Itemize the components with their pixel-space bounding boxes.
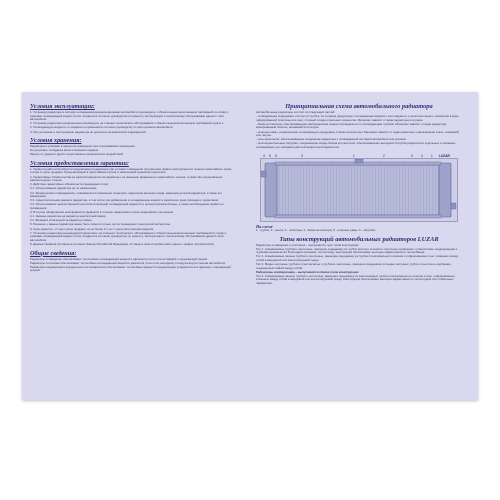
storage-heading: Условия хранения: — [30, 137, 82, 145]
paragraph: - узлы крепления, обеспечивающие соединение радиатора с охлаждающей системой автомобиля или кузовом. — [256, 137, 407, 142]
paragraph: Автомобильные радиаторы состоят из следующих частей: — [256, 110, 335, 114]
paragraph: Тип 4. Алюминиевые паяные трубчато-ленточные, имеющие сердцевину из многоходовых трубок плоскоовального сечения и лент гофрированных, спаянных между собой в вакуумной или контролируемой среде. Конструкция обеспечивает высокую эффективность теплоотдачи при стабильных параметрах. — [256, 273, 456, 286]
paragraph: Радиаторы в упаковке в закрытом помещении при отапливаемом помещении. — [30, 144, 136, 149]
types-section — [256, 236, 462, 286]
callout-label: 2 — [383, 154, 385, 159]
callout-label: 1 — [431, 154, 433, 159]
operation-heading: Условия эксплуатации: — [30, 103, 95, 110]
callout-label: 4 — [421, 154, 423, 159]
radiator-diagram — [260, 154, 458, 222]
paragraph: Радиаторы отопления обеспечивают теплообмен охлаждающей жидкости двигателя (тосол или антифриз) и воздуха внутри салона автомобиля. — [30, 260, 226, 265]
paragraph: 3.4. Использовании некачественной (несоответствующей) охлаждающей жидкости и неподготовленной воды, а также несоблюдении правил ее применения; — [30, 202, 224, 210]
paragraph: Тип 3. Медно-латунные трубчато-пластинчатые и трубчато-ленточные, имеющие сердцевину из медно-латунных трубок и ленточное оребрение, соединенных пайкой между собой. — [256, 262, 452, 270]
paragraph: Тип 1. Алюминиевые трубчато-ленточные, имеющие сердцевину из трубок круглого сечения и ленточное оребрение с отверстиями, соединенными с трубками механически. Благодаря хорошему теплоотводу, конструкция обеспечивает высокую эффективность теплообмена. — [256, 246, 458, 255]
general-section — [30, 250, 236, 273]
paragraph: Радиаторы охлаждения обеспечивают теплообмен охлаждающей жидкости двигателя (тосол или антифриз) с окружающей средой. — [30, 256, 208, 261]
callout-label: 3 — [301, 154, 303, 159]
paragraph: 4.1. Замены радиатора на радиатор аналогичной марки; — [30, 214, 107, 219]
warranty-section — [30, 160, 236, 247]
paragraph: 3.1. Использовании радиатора не по назначению; — [30, 186, 97, 191]
paragraph: Не допускать попадания влаги и внешних осадков. — [30, 148, 99, 153]
paragraph: 2. Установку радиатора кондиционера производить на станции технического обслуживания с обязательным выполнением требований пункта 1. — [30, 121, 225, 126]
paragraph: 4. В случае обнаружения неисправности (дефекта) в течение гарантийного срока предъявлять претензию. — [30, 210, 174, 215]
paragraph: 3. Действие гарантийных обязательств прекращается при: — [30, 182, 109, 187]
scheme-section — [256, 103, 462, 233]
paragraph: 4.2. Возврата уплаченной за радиатор суммы. — [30, 218, 93, 223]
paragraph: Беречь от ударов и других существенных механических воздействий. — [30, 152, 124, 157]
callout-label: 1 — [353, 154, 355, 159]
brand-label: LUZAR — [439, 154, 450, 159]
paragraph: - охлаждающая сердцевина, состоит из трубок, по которым циркулирует охлаждающая жидкость или хладагент, и дополнительного оребрения в виде гофрированной пластины или лент, стоящей в виде отдельных элементов. Материал зависит от вида радиаторного кулера. — [256, 114, 459, 122]
paragraph: - опорные рамы, соединяющие охлаждающую сердцевину и бачки-коллекторы. Материал зависит от вида радиатора: оцинкованная сталь, алюминий или латунь. — [256, 129, 459, 138]
diagram-caption-title: На схеме — [256, 224, 273, 230]
callout-label: 3 — [411, 154, 413, 159]
paragraph: Радиаторы кондиционера (конденсоры или испарители) обеспечивают теплообмен жидкости кондиционера (хладагента или фреона) с окружающей средой. — [30, 264, 231, 273]
paragraph: 7. Установку радиатора рекомендуется выполнять на станциях технического обслуживания с обязательным выполнением требований по сливу и заправке охлаждающей жидкости или хладагента согласно руководству по ремонту, эксплуатации и техническому обслуживанию данного типа автомобиля. — [30, 230, 227, 242]
types-heading: Типы конструкций автомобильных радиаторов LUZAR — [279, 235, 439, 243]
right-column — [256, 100, 462, 286]
paragraph: Тип 2. Алюминиевые паяные трубчато-ленточные, имеющие сердцевину из трубок плоскоовального сечения и гофрированных лент, спаянных между собой в вакуумной или контролируемой среде. — [256, 254, 459, 262]
paragraph: 4. При установке и эксплуатации радиатора не допускать механических повреждений. — [30, 129, 147, 134]
scheme-heading: Принципиальная схема автомобильного радиатора — [285, 103, 433, 110]
storage-section — [30, 137, 236, 157]
leaflet-page — [22, 92, 478, 400]
radiator-drawing — [261, 159, 457, 221]
warranty-heading: Условия предоставления гарантии: — [30, 159, 129, 167]
callout-label: 5 — [269, 154, 271, 159]
left-column — [30, 100, 236, 274]
diagram-caption: 1 - трубки; 2 - ленты; 3 - пластины; 4 - бачки-коллекторы; 5 - опорные рамы; 6 - патрубки. — [256, 228, 376, 233]
paragraph: - бачки-коллекторы, обеспечивающие распределение жидкости/хладагента по охлаждающим трубкам. Материал зависит от вида радиатора: армированный пластик, алюминий или латунь. — [256, 121, 447, 130]
paragraph: 3. Охлаждающую жидкость и хладагенты применяйте согласно руководству по эксплуатации автомобиля. — [30, 125, 174, 130]
paragraph: 3.3. Самостоятельном ремонте радиатора, в том числе при добавлении в охлаждающую жидкость различного рода присадок и герметиков; — [30, 198, 219, 203]
paragraph: 1. Установку радиатора в систему охлаждения/кондиционирования автомобиля производите с обязательным выполнением требований по сливу и заправке охлаждающей жидкости или хладагента согласно руководства по ремонту, эксплуатации и техническому обслуживанию данного типа автомобиля. — [30, 110, 229, 122]
paragraph: 1. Гарантия работоспособности предлагаемого радиатора при условии соблюдения покупателем правил эксплуатации в течение гарантийного срока, считая от даты продажи. Предъявленный в гарантийном случае и замеченный ценником покупателя. — [30, 166, 233, 175]
paragraph: - присоединительные патрубки, соединяющие входы бачков-коллекторов, обеспечивающие выходной патрубок радиатора в отдельных и основные охлаждаемые для заправки рабочей жидкостью/хладагентом. — [256, 141, 456, 149]
diagram-callouts — [261, 154, 457, 159]
paragraph: Радиаторы кондиционера – выпускаются одного типа конструкции: — [256, 269, 360, 274]
paragraph: 2. Гарантийные обязательства не распространяются на радиаторы, не имеющие фирменного гарантийного талона, а также без предъявления накопительного талона. — [30, 174, 223, 183]
paragraph: 6. Срок гарантии - 2 года с даты продажи, но не более 3 х лет с даты изготовления изделия. — [30, 226, 155, 231]
paragraph: 8. Данные Правила составлены согласно Закону Российской Федерации «О защите прав потребителей» (закон о правах потребителей). — [30, 242, 215, 246]
general-heading: Общие сведения: — [30, 249, 77, 257]
paragraph: Радиаторы охлаждения и отопления – выпускаются трех типов конструкции: — [256, 242, 360, 247]
callout-label: 6 — [275, 154, 277, 159]
paragraph: 5. Решение о замене радиатора может быть принято только после проведения технической экспертизы. — [30, 222, 171, 227]
callout-label: 4 — [263, 154, 265, 159]
paragraph: 3.2. Механических повреждениях, появившихся в изменении геометрии, нарушении внешнего вида, размеров деталей радиатора, в также его маркировки; — [30, 190, 223, 199]
operation-section — [30, 103, 236, 134]
